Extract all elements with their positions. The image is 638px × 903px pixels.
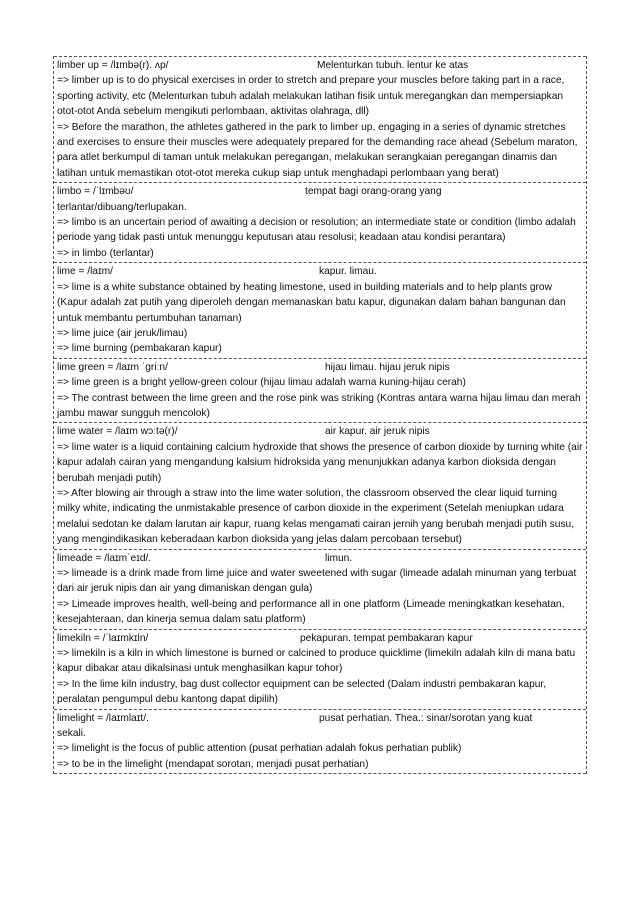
entry-meaning: kapur. limau.	[319, 266, 377, 278]
entry-meaning: pusat perhatian. Thea.: sinar/sorotan yang kuat	[319, 712, 533, 724]
entry-header	[57, 360, 583, 375]
entry-term: limelight = /laɪmlaɪt/.	[57, 712, 149, 724]
entry-header	[57, 58, 583, 73]
entry-header	[57, 424, 583, 439]
entry-line: => lime juice (air jeruk/limau)	[57, 327, 188, 339]
entry-line: => Limeade improves health, well-being and performance all in one platform (Limeade meningkatkan kesehatan, kesejahteraan, dan kinerja semua dalam satu platform)	[57, 598, 565, 626]
glossary-entry	[54, 182, 586, 262]
entry-term: lime = /laɪm/	[57, 266, 113, 278]
entry-line: => lime green is a bright yellow-green colour (hijau limau adalah warna kuning-hijau cerah)	[57, 377, 466, 389]
entry-line: => limbo is an uncertain period of awaiting a decision or resolution; an intermediate state or condition (limbo adalah periode yang tidak pasti untuk menunggu keputusan atau resolusi; keadaan atau kondisi perantara)	[57, 217, 576, 244]
glossary-entry	[54, 56, 586, 182]
entry-meaning: pekapuran. tempat pembakaran kapur	[300, 632, 473, 644]
entry-meaning: hijau limau. hijau jeruk nipis	[325, 361, 450, 373]
entry-header	[57, 184, 583, 199]
entry-term: lime water = /laɪm wɔːtə(r)/	[57, 426, 178, 438]
entry-line: => limelight is the focus of public attention (pusat perhatian adalah fokus perhatian publik)	[57, 743, 462, 755]
glossary-entry	[54, 629, 586, 709]
entry-line: => Before the marathon, the athletes gathered in the park to limber up, engaging in a series of dynamic stretches and exercises to ensure their muscles were adequately prepared for the demanding race ahead (Sebelum maraton, para atlet berkumpul di taman untuk melakukan peregangan, melakukan serangkaian peregangan dinamis dan latihan untuk memastikan otot-otot mereka cukup siap untuk menghadapi perlombaan yang berat)	[57, 121, 578, 179]
entry-meaning: Melenturkan tubuh. lentur ke atas	[317, 60, 469, 71]
entry-line: => limekiln is a kiln in which limestone is burned or calcined to produce quicklime (limekiln adalah kiln di mana batu kapur dibakar atau dikalsinasi untuk menghasilkan kapur tohor)	[57, 648, 576, 675]
glossary-entry	[54, 262, 586, 357]
entry-term: limekiln = /ˈlaɪmkɪln/	[57, 632, 149, 644]
entry-meaning: air kapur. air jeruk nipis	[325, 426, 430, 438]
entry-line: => The contrast between the lime green and the rose pink was striking (Kontras antara warna hijau limau dan merah jambu mawar sungguh mencolok)	[57, 392, 581, 419]
glossary-table	[53, 56, 587, 774]
glossary-entry	[54, 358, 586, 423]
entry-header	[57, 711, 583, 726]
entry-line: => limber up is to do physical exercises in order to stretch and prepare your muscles before taking part in a race, sporting activity, etc (Melenturkan tubuh adalah melakukan latihan fisik untuk meregangkan dan mempersiapkan otot-otot Anda sebelum mengikuti perlombaan, aktivitas olahraga, dll)	[57, 75, 565, 118]
glossary-entry	[54, 549, 586, 629]
entry-meaning: tempat bagi orang-orang yang	[305, 186, 442, 198]
entry-line: => In the lime kiln industry, bag dust collector equipment can be selected (Dalam industri pembakaran kapur, peralatan pengumpul debu kantong dapat dipilih)	[57, 678, 547, 706]
glossary-entry	[54, 709, 586, 775]
entry-term: limber up = /lɪmbə(r). ʌp/	[57, 60, 169, 71]
glossary-entry	[54, 422, 586, 548]
entry-header	[57, 264, 583, 279]
entry-meaning: limun.	[325, 552, 353, 564]
entry-line: => to be in the limelight (mendapat sorotan, menjadi pusat perhatian)	[57, 758, 369, 770]
entry-meaning-continued: sekali.	[57, 728, 86, 740]
entry-line: => lime is a white substance obtained by heating limestone, used in building materials and to help plants grow (Kapur adalah zat putih yang diperoleh dengan memanaskan batu kapur, digunakan dalam bahan bangunan dan untuk membantu pertumbuhan tanaman)	[57, 281, 566, 324]
entry-header	[57, 551, 583, 566]
entry-term: lime green = /laɪm ˈɡriːn/	[57, 361, 168, 373]
entry-line: => limeade is a drink made from lime juice and water sweetened with sugar (limeade adalah minuman yang terbuat dari air jeruk nipis dan air yang dimaniskan dengan gula)	[57, 568, 577, 595]
entry-term: limbo = /ˈlɪmbəʊ/	[57, 186, 134, 198]
entry-line: => After blowing air through a straw into the lime water solution, the classroom observed the clear liquid turning milky white, indicating the unmistakable presence of carbon dioxide in the experiment (Setelah meniupkan udara melalui sedotan ke dalam larutan air kapur, ruang kelas mengamati cairan jernih yang berubah menjadi putih susu, yang mengindikasikan keberadaan karbon dioksida yang jelas dalam percobaan tersebut)	[57, 487, 575, 546]
entry-line: => lime burning (pembakaran kapur)	[57, 343, 222, 355]
entry-line: => lime water is a liquid containing calcium hydroxide that shows the presence of carbon dioxide by turning white (air kapur adalah cairan yang mengandung kalsium hidroksida yang menunjukkan adanya karbon dioksida dengan berubah menjadi putih)	[57, 441, 583, 484]
entry-term: limeade = /laɪmˈeɪd/.	[57, 552, 152, 564]
entry-line: => in limbo (terlantar)	[57, 247, 154, 259]
entry-header	[57, 631, 583, 646]
entry-meaning-continued: terlantar/dibuang/terlupakan.	[57, 201, 187, 213]
